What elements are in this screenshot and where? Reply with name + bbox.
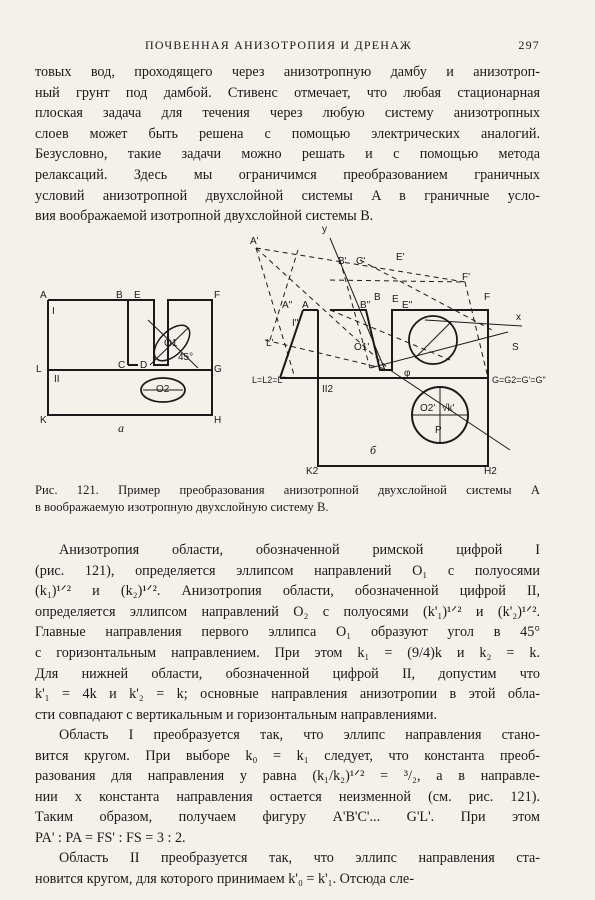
text-line: k'₁ = 4k и k'₂ = k; основные направления анизотропии в этой обла- <box>35 686 540 703</box>
label-II2: II2 <box>322 384 334 395</box>
body-paragraph-3 <box>35 848 540 889</box>
label-F: F <box>484 292 491 303</box>
text-line: вия воображаемой изотропной двухслойной системы B. <box>35 208 374 225</box>
text-line: товых вод, проходящего через анизотропную дамбу и анизотроп- <box>35 64 540 80</box>
label-A: A <box>40 290 47 301</box>
label-x: x <box>516 312 521 323</box>
label-L-eq: L=L2=L" <box>252 375 286 385</box>
label-B: B <box>374 292 381 303</box>
dashed-construction <box>256 248 492 378</box>
page-number: 297 <box>518 38 540 52</box>
label-E-prime: E' <box>396 252 405 263</box>
label-L: L <box>36 364 42 375</box>
text-line: Область II преобразуется так, что эллипс направления ста- <box>59 850 540 866</box>
body-paragraph-1 <box>35 540 540 725</box>
label-I: I <box>52 306 55 317</box>
label-F-prime: F' <box>462 272 471 283</box>
label-D: D <box>140 360 148 371</box>
text-line: условий анизотропной двухслойной системы A в граничные усло- <box>35 187 540 204</box>
text-line: (рис. 121), определяется эллипсом направлений O₁ с полуосями <box>35 562 540 579</box>
label-E: E <box>392 294 399 305</box>
label-P: P <box>435 425 442 436</box>
label-G-eq: G=G2=G'=G" <box>492 375 546 385</box>
label-A: A <box>302 300 309 311</box>
text-line: Для нижней области, обозначенной цифрой II, допустим что <box>35 665 540 682</box>
label-phi: φ <box>404 368 411 379</box>
circle-o1 <box>409 316 457 364</box>
label-O2-prime: O2' <box>420 403 436 414</box>
text-line: плоская задача для течения через любую систему анизотропных <box>35 105 540 122</box>
label-O1: O1 <box>164 338 178 349</box>
label-K2: K2 <box>306 466 319 477</box>
label-K: K <box>40 415 47 426</box>
label-C-prime: C' <box>356 256 366 267</box>
label-B-dprime: B" <box>360 300 371 311</box>
text-line: Область I преобразуется так, что эллипс направления стано- <box>59 727 540 743</box>
text-line: (k₁)¹ᐟ² и (k₂)¹ᐟ². Анизотропия области, обозначенной цифрой II, <box>35 583 540 600</box>
label-L-prime: L' <box>266 338 274 349</box>
label-B-prime: B' <box>338 256 347 267</box>
top-paragraph <box>35 62 540 227</box>
text-line: PA' : PA = FS' : FS = 3 : 2. <box>35 829 186 846</box>
label-I-dprime: I" <box>292 318 299 329</box>
text-line: Главные направления первого эллипса O₁ образуют угол в 45° <box>35 624 540 641</box>
body-paragraph-2 <box>35 725 540 849</box>
text-line: новится кругом, для которого принимаем k'₀ = k'₁. Отсюда сле- <box>35 870 414 887</box>
text-line: разования для направления y равна (k₁/k₂)¹ᐟ² = ³/₂, а в направле- <box>35 768 540 785</box>
label-B: B <box>116 290 123 301</box>
caption-line: в воображаемую изотропную двухслойную систему B. <box>35 500 329 514</box>
text-line: с горизонтальным направлением. При этом k₁ = (9/4)k и k₂ = k. <box>35 644 540 661</box>
label-O1-prime: O1' <box>354 342 370 353</box>
label-sub-b: б <box>370 443 377 457</box>
label-H: H <box>214 415 222 426</box>
text-line: ный грунт под дамбой. Стивенс отмечает, что любая стационарная <box>35 84 540 101</box>
text-line: определяется эллипсом направлений O₂ с полуосями (k'₁)¹ᐟ² и (k'₂)¹ᐟ². <box>35 603 540 620</box>
text-line: вится кругом. При выборе k₀ = k₁ следует, что константа преоб- <box>35 747 540 764</box>
text-line: Безусловно, такие задачи можно решать и с помощью метода <box>35 146 540 163</box>
label-II: II <box>54 374 60 385</box>
label-S: S <box>512 342 519 353</box>
label-F: F <box>214 290 221 301</box>
text-line: Анизотропия области, обозначенной римской цифрой I <box>59 542 540 558</box>
figure-121 <box>30 220 550 480</box>
label-sub-a: а <box>118 421 124 435</box>
text-line: сти совпадают с вертикальным и горизонтальным направлениями. <box>35 706 438 723</box>
label-E-dprime: E" <box>402 300 413 311</box>
label-O2: O2 <box>156 384 170 395</box>
label-y: y <box>322 224 327 235</box>
label-sqrtk: √k' <box>442 403 455 414</box>
label-C: C <box>118 360 126 371</box>
label-H2: H2 <box>484 466 497 477</box>
label-A-prime: A' <box>250 236 259 247</box>
label-G: G <box>214 364 222 375</box>
caption-line: Рис. 121. Пример преобразования анизотропной двухслойной системы A <box>35 483 540 497</box>
label-angle: 45° <box>178 352 194 363</box>
figure-caption <box>35 482 540 516</box>
running-title: ПОЧВЕННАЯ АНИЗОТРОПИЯ И ДРЕНАЖ <box>145 38 412 52</box>
text-line: нии x константа направления остается неизменной (см. рис. 121). <box>35 788 540 805</box>
label-E: E <box>134 290 141 301</box>
text-line: слоев может быть решена с помощью электрических аналогий. <box>35 125 540 142</box>
text-line: Таким образом, получаем фигуру A'B'C'... G'L'. При этом <box>35 809 540 826</box>
label-A-dprime: A" <box>282 300 293 311</box>
text-line: релаксаций. Здесь мы ограничимся преобразованием граничных <box>35 166 540 183</box>
